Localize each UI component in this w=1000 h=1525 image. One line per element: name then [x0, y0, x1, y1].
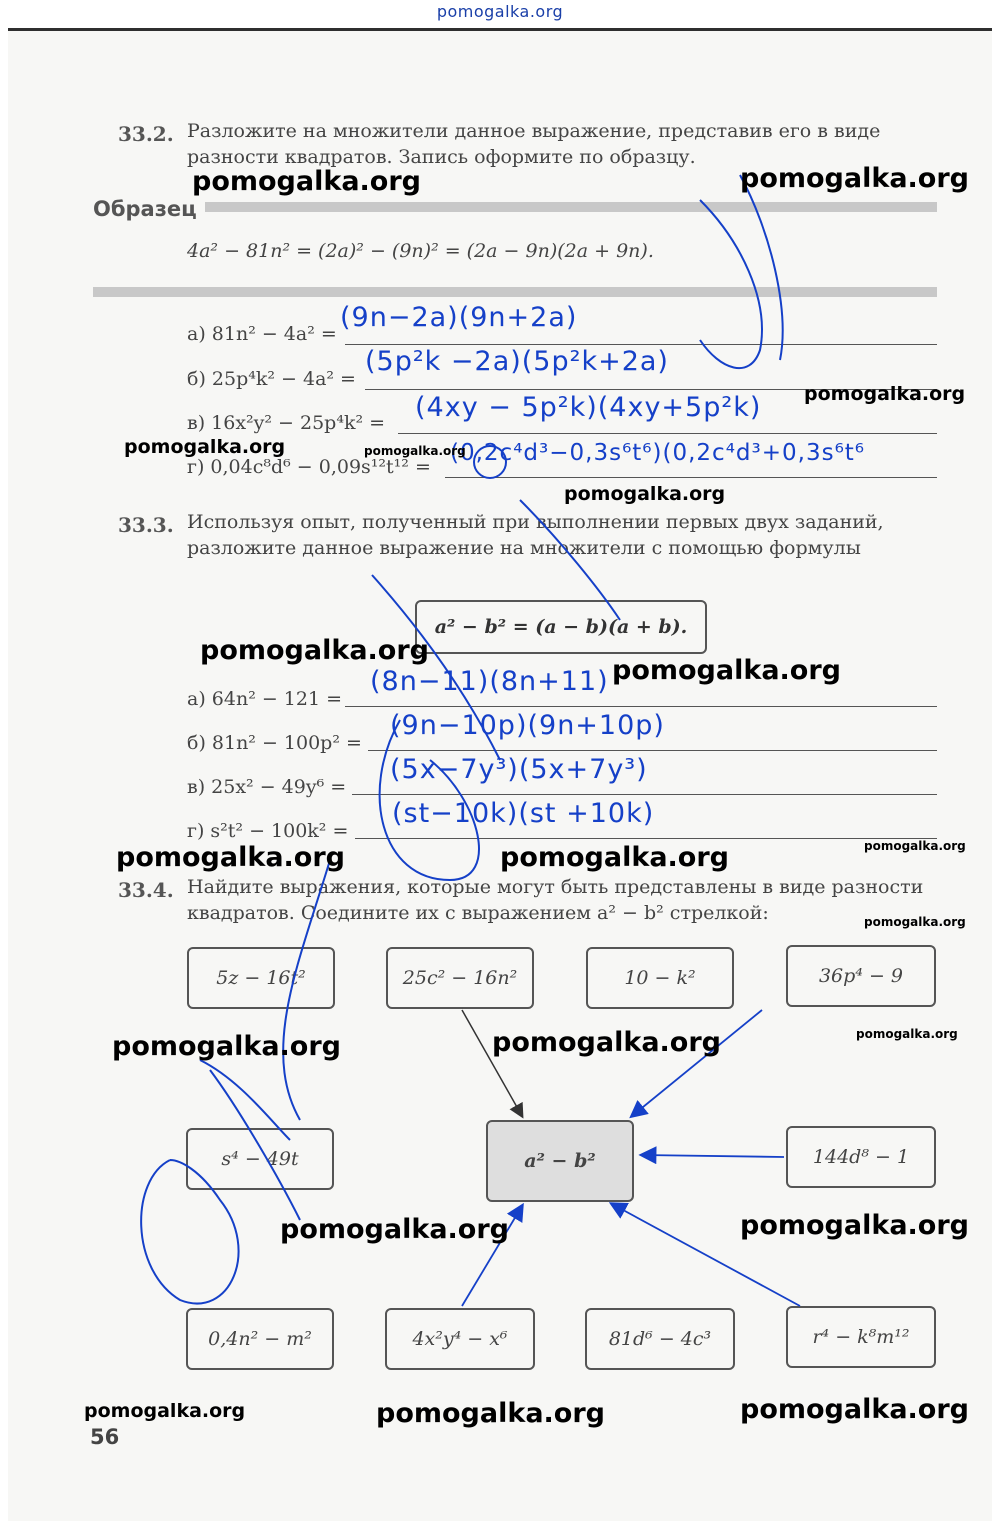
- task-33-2-item-b: б) 25p⁴k² − 4a² =: [187, 368, 356, 390]
- task-33-2-item-v: в) 16x²y² − 25p⁴k² =: [187, 412, 386, 434]
- watermark: pomogalka.org: [200, 635, 429, 666]
- pen-circle: [474, 446, 506, 478]
- task-33-3-item-b: б) 81n² − 100p² =: [187, 732, 362, 754]
- sample-label: Образец: [93, 197, 197, 221]
- handwritten-answer: (st−10k)(st +10k): [392, 798, 655, 829]
- watermark: pomogalka.org: [864, 839, 966, 853]
- watermark: pomogalka.org: [364, 444, 466, 458]
- arrow-line: [632, 1010, 762, 1116]
- pen-stroke: [700, 200, 762, 368]
- watermark: pomogalka.org: [492, 1027, 721, 1058]
- watermark: pomogalka.org: [740, 1210, 969, 1241]
- watermark: pomogalka.org: [564, 483, 726, 505]
- pen-stroke: [283, 860, 330, 1120]
- task-33-4-text: Найдите выражения, которые могут быть представлены в виде разности квадратов. Соедините их с выражением a² − b² стрелкой:: [187, 876, 924, 924]
- watermark: pomogalka.org: [856, 1027, 958, 1041]
- expression-box[interactable]: r⁴ − k⁸m¹²: [786, 1306, 936, 1368]
- handwritten-answer: (0,2c⁴d³−0,3s⁶t⁶)(0,2c⁴d³+0,3s⁶t⁶: [450, 440, 866, 466]
- watermark: pomogalka.org: [500, 842, 729, 873]
- watermark: pomogalka.org: [112, 1031, 341, 1062]
- watermark: pomogalka.org: [192, 166, 421, 197]
- watermark: pomogalka.org: [376, 1398, 605, 1429]
- watermark: pomogalka.org: [612, 655, 841, 686]
- task-33-2-item-g: г) 0,04c⁸d⁶ − 0,09s¹²t¹² =: [187, 456, 431, 478]
- watermark: pomogalka.org: [740, 1394, 969, 1425]
- watermark: pomogalka.org: [864, 915, 966, 929]
- watermark: pomogalka.org: [280, 1214, 509, 1245]
- pen-stroke: [200, 1060, 290, 1140]
- expression-box[interactable]: 4x²y⁴ − x⁶: [385, 1308, 535, 1370]
- handwritten-answer: (5x−7y³)(5x+7y³): [390, 754, 648, 785]
- top-watermark: pomogalka.org: [436, 2, 564, 21]
- watermark: pomogalka.org: [116, 842, 345, 873]
- expression-box[interactable]: s⁴ − 49t: [186, 1128, 334, 1190]
- expression-box[interactable]: 0,4n² − m²: [186, 1308, 334, 1370]
- task-33-3-item-a: а) 64n² − 121 =: [187, 688, 343, 710]
- arrow-line: [642, 1155, 784, 1157]
- sample-formula: 4a² − 81n² = (2a)² − (9n)² = (2a − 9n)(2a + 9n).: [187, 240, 654, 262]
- task-33-4-number: 33.4.: [118, 878, 174, 902]
- watermark: pomogalka.org: [124, 436, 286, 458]
- arrow-line: [462, 1010, 522, 1116]
- watermark: pomogalka.org: [740, 163, 969, 194]
- watermark: pomogalka.org: [84, 1400, 246, 1422]
- task-33-2-number: 33.2.: [118, 122, 174, 146]
- task-33-2-item-a: а) 81n² − 4a² =: [187, 323, 337, 345]
- handwritten-answer: (5p²k −2a)(5p²k+2a): [365, 346, 669, 377]
- task-33-3-item-g: г) s²t² − 100k² =: [187, 820, 349, 842]
- expression-box[interactable]: 144d⁸ − 1: [786, 1126, 936, 1188]
- task-33-3-item-v: в) 25x² − 49y⁶ =: [187, 776, 347, 798]
- pen-stroke: [380, 720, 479, 880]
- handwritten-answer: (8n−11)(8n+11): [370, 666, 609, 697]
- target-difference-of-squares-box[interactable]: a² − b²: [486, 1120, 634, 1202]
- expression-box[interactable]: 81d⁶ − 4c³: [585, 1308, 735, 1370]
- watermark: pomogalka.org: [804, 383, 966, 405]
- task-33-3-number: 33.3.: [118, 513, 174, 537]
- handwritten-answer: (4xy − 5p²k)(4xy+5p²k): [415, 392, 762, 423]
- page-number: 56: [90, 1425, 120, 1449]
- pen-stroke: [520, 500, 620, 620]
- expression-box[interactable]: 10 − k²: [586, 947, 734, 1009]
- expression-box[interactable]: 36p⁴ − 9: [786, 945, 936, 1007]
- pen-stroke: [372, 575, 500, 760]
- task-33-2-text: Разложите на множители данное выражение, представив его в виде разности квадратов. Запись оформите по образцу.: [187, 120, 881, 168]
- expression-box[interactable]: 5z − 16t²: [187, 947, 335, 1009]
- handwritten-answer: (9n−2a)(9n+2a): [340, 302, 578, 333]
- pen-stroke: [141, 1160, 238, 1304]
- handwritten-answer: (9n−10p)(9n+10p): [390, 710, 665, 741]
- formula-box: a² − b² = (a − b)(a + b).: [415, 600, 707, 654]
- task-33-3-text: Используя опыт, полученный при выполнении первых двух заданий, разложите данное выражение на множители с помощью формулы: [187, 511, 884, 559]
- pen-stroke: [210, 1070, 300, 1220]
- expression-box[interactable]: 25c² − 16n²: [386, 947, 534, 1009]
